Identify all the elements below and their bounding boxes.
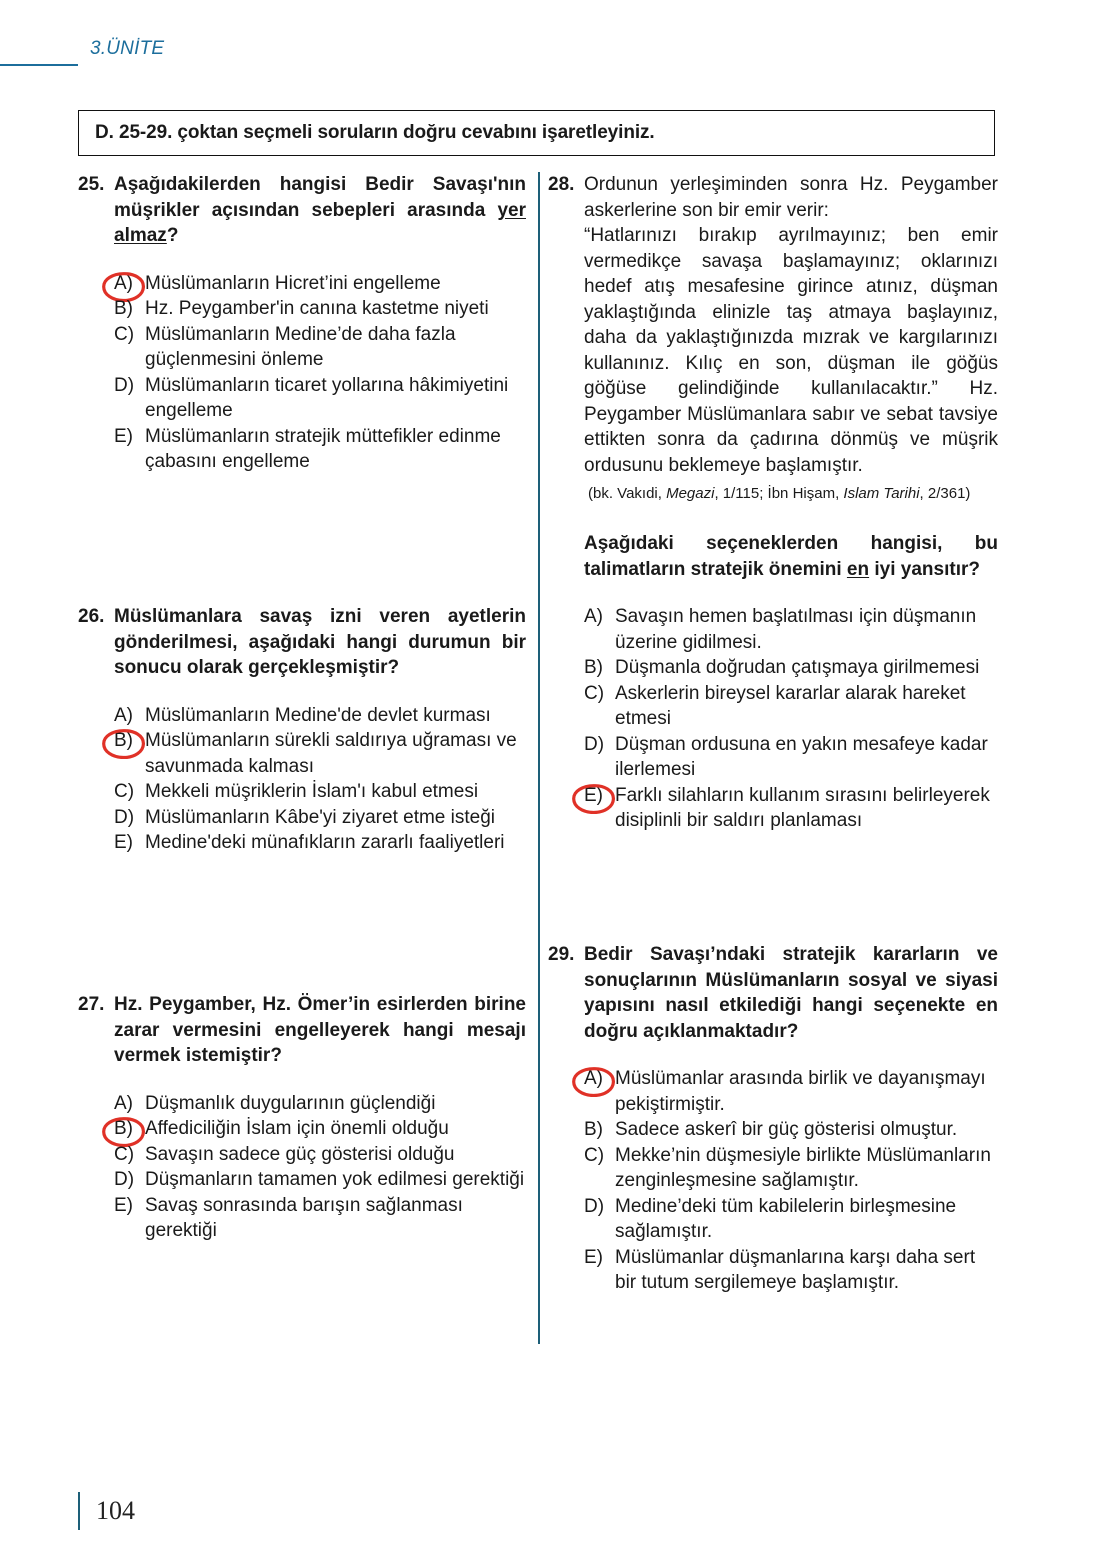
option-letter: A) <box>114 704 133 726</box>
option-list <box>584 604 998 834</box>
footer-rule <box>78 1492 80 1530</box>
option-letter: B) <box>584 657 603 678</box>
option-letter: E) <box>584 784 603 806</box>
option-text: Müslümanların ticaret yollarına hâkimiyetini engelleme <box>145 374 509 421</box>
option-letter: A) <box>584 606 603 627</box>
page-number: 104 <box>96 1496 135 1525</box>
option-letter: B) <box>114 298 133 319</box>
option-item[interactable] <box>114 703 526 729</box>
option-item[interactable] <box>584 1194 998 1245</box>
option-text: Müslümanların Kâbe'yi ziyaret etme isteği <box>145 806 495 828</box>
option-item[interactable] <box>584 1066 998 1117</box>
option-letter: D) <box>114 806 135 828</box>
option-text: Müslümanların sürekli saldırıya uğraması ve savunmada kalması <box>145 730 517 777</box>
question-heading <box>78 604 526 681</box>
question-block <box>78 604 526 856</box>
option-letter: D) <box>584 1195 605 1217</box>
option-text: Müslümanların stratejik müttefikler edinme çabasını engelleme <box>145 425 501 472</box>
option-item[interactable] <box>114 805 526 831</box>
option-letter: E) <box>114 425 133 447</box>
option-letter: C) <box>114 1143 135 1165</box>
option-letter: B) <box>114 730 133 751</box>
option-list <box>114 271 526 475</box>
question-number: 28. <box>548 174 575 195</box>
instruction-box <box>78 110 995 156</box>
option-text: Mekke’nin düşmesiyle birlikte Müslümanların zenginleşmesine sağlamıştır. <box>615 1144 991 1191</box>
option-letter: B) <box>114 1118 133 1139</box>
option-item[interactable] <box>114 728 526 779</box>
option-item[interactable] <box>114 1193 526 1244</box>
option-item[interactable] <box>114 1142 526 1168</box>
option-letter: C) <box>114 781 135 802</box>
page-header <box>0 38 1105 72</box>
option-letter: A) <box>114 1092 133 1114</box>
option-letter: D) <box>114 374 135 396</box>
sub-stem-emphasis: en <box>846 558 870 580</box>
option-list <box>584 1066 998 1296</box>
option-text: Affediciliğin İslam için önemli olduğu <box>145 1118 449 1139</box>
option-letter: A) <box>584 1068 603 1089</box>
option-text: Düşmanla doğrudan çatışmaya girilmemesi <box>615 657 980 678</box>
question-stem: Ordunun yerleşiminden sonra Hz. Peygamber askerlerine son bir emir verir: <box>584 174 998 221</box>
option-list <box>114 703 526 856</box>
option-text: Farklı silahların kullanım sırasını belirleyerek disiplinli bir saldırı planlaması <box>615 784 990 831</box>
option-letter: C) <box>114 323 135 345</box>
option-text: Hz. Peygamber'in canına kastetme niyeti <box>145 298 489 319</box>
option-item[interactable] <box>114 322 526 373</box>
option-text: Düşmanların tamamen yok edilmesi gerektiği <box>145 1169 525 1190</box>
option-letter: E) <box>584 1246 603 1268</box>
option-item[interactable] <box>114 373 526 424</box>
page-footer <box>78 1492 135 1530</box>
option-text: Müslümanların Medine'de devlet kurması <box>145 704 491 726</box>
option-text: Düşman ordusuna en yakın mesafeye kadar ilerlemesi <box>615 733 988 780</box>
option-text: Savaş sonrasında barışın sağlanması gerektiği <box>145 1194 463 1241</box>
question-block <box>548 942 998 1296</box>
question-block <box>78 992 526 1244</box>
option-item[interactable] <box>114 1091 526 1117</box>
question-stem: Müslümanlara savaş izni veren ayetlerin gönderilmesi, aşağıdaki hangi durumun bir sonucu olarak gerçekleşmiştir? <box>114 606 526 678</box>
question-heading <box>548 172 998 223</box>
option-text: Müslümanların Medine’de daha fazla güçlenmesini önleme <box>145 323 456 370</box>
option-list <box>114 1091 526 1244</box>
option-item[interactable] <box>114 1167 526 1193</box>
header-rule <box>0 64 78 66</box>
option-letter: B) <box>584 1119 603 1140</box>
option-letter: D) <box>114 1169 135 1190</box>
option-letter: C) <box>584 1144 605 1166</box>
option-letter: E) <box>114 832 133 853</box>
option-text: Müslümanlar arasında birlik ve dayanışmayı pekiştirmiştir. <box>615 1068 986 1115</box>
option-item[interactable] <box>114 424 526 475</box>
option-item[interactable] <box>584 655 998 681</box>
question-block <box>548 172 998 834</box>
question-number: 26. <box>78 606 105 627</box>
question-block <box>78 172 526 475</box>
option-letter: A) <box>114 272 133 294</box>
question-number: 29. <box>548 944 575 965</box>
column-divider <box>538 172 540 1344</box>
question-heading <box>78 172 526 249</box>
option-item[interactable] <box>114 779 526 805</box>
question-heading <box>78 992 526 1069</box>
passage-text: “Hatlarınızı bırakıp ayrılmayınız; ben emir vermedikçe savaşa başlamayınız; oklarınızı hedef atış mesafesine girince atınız, düşman yaklaştığında elinizle taş atmaya başlayınız, daha da yaklaştığınızda mızrak ve kargılarınızı kullanınız. Kılıç en son, düşman ile göğüs göğüse gelindiğinde kullanılacaktır.” Hz. Peygamber Müslümanlara sabır ve sebat tavsiye ettikten sonra da çadırına dönmüş ve müşrik ordusunu beklemeye başlamıştır. <box>584 225 998 476</box>
question-sub-stem: Aşağıdaki seçeneklerden hangisi, bu talimatların stratejik önemini en iyi yansıtır? <box>584 533 998 580</box>
question-stem: Aşağıdakilerden hangisi Bedir Savaşı'nın müşrikler açısından sebepleri arasında yer almaz? <box>114 174 526 246</box>
option-item[interactable] <box>584 732 998 783</box>
option-item[interactable] <box>584 681 998 732</box>
option-text: Medine’deki tüm kabilelerin birleşmesine sağlamıştır. <box>615 1195 957 1242</box>
option-text: Medine'deki münafıkların zararlı faaliyetleri <box>145 832 505 853</box>
question-stem: Hz. Peygamber, Hz. Ömer’in esirlerden birine zarar vermesini engelleyerek hangi mesajı vermek istemiştir? <box>114 994 526 1066</box>
option-item[interactable] <box>114 830 526 856</box>
question-stem: Bedir Savaşı’ndaki stratejik kararların ve sonuçlarının Müslümanların sosyal ve siyasi yapısını nasıl etkilediği hangi seçenekte en doğru açıklanmaktadır? <box>584 944 998 1042</box>
option-text: Düşmanlık duygularının güçlendiği <box>145 1092 436 1114</box>
option-item[interactable] <box>584 604 998 655</box>
option-text: Savaşın hemen başlatılması için düşmanın üzerine gidilmesi. <box>615 606 977 653</box>
option-text: Askerlerin bireysel kararlar alarak hareket etmesi <box>615 682 966 729</box>
option-item[interactable] <box>114 296 526 322</box>
question-heading <box>548 942 998 1044</box>
option-item[interactable] <box>114 1116 526 1142</box>
stem-emphasis: yer almaz <box>114 199 526 246</box>
question-number: 25. <box>78 174 105 195</box>
option-text: Mekkeli müşriklerin İslam'ı kabul etmesi <box>145 781 479 802</box>
unit-label: 3.ÜNİTE <box>90 38 165 59</box>
option-letter: D) <box>584 733 605 755</box>
citation: (bk. Vakıdi, Megazi, 1/115; İbn Hişam, Islam Tarihi, 2/361) <box>588 485 971 502</box>
option-letter: E) <box>114 1194 133 1216</box>
option-item[interactable] <box>584 1117 998 1143</box>
option-item[interactable] <box>114 271 526 297</box>
option-text: Sadece askerî bir güç gösterisi olmuştur. <box>615 1119 958 1140</box>
question-number: 27. <box>78 994 105 1015</box>
option-item[interactable] <box>584 783 998 834</box>
option-letter: C) <box>584 682 605 704</box>
option-text: Savaşın sadece güç gösterisi olduğu <box>145 1143 455 1165</box>
option-item[interactable] <box>584 1245 998 1296</box>
option-item[interactable] <box>584 1143 998 1194</box>
option-text: Müslümanlar düşmanlarına karşı daha sert bir tutum sergilemeye başlamıştır. <box>615 1246 976 1293</box>
option-text: Müslümanların Hicret’ini engelleme <box>145 272 441 294</box>
instruction-text: D. 25-29. çoktan seçmeli soruların doğru cevabını işaretleyiniz. <box>95 122 655 143</box>
